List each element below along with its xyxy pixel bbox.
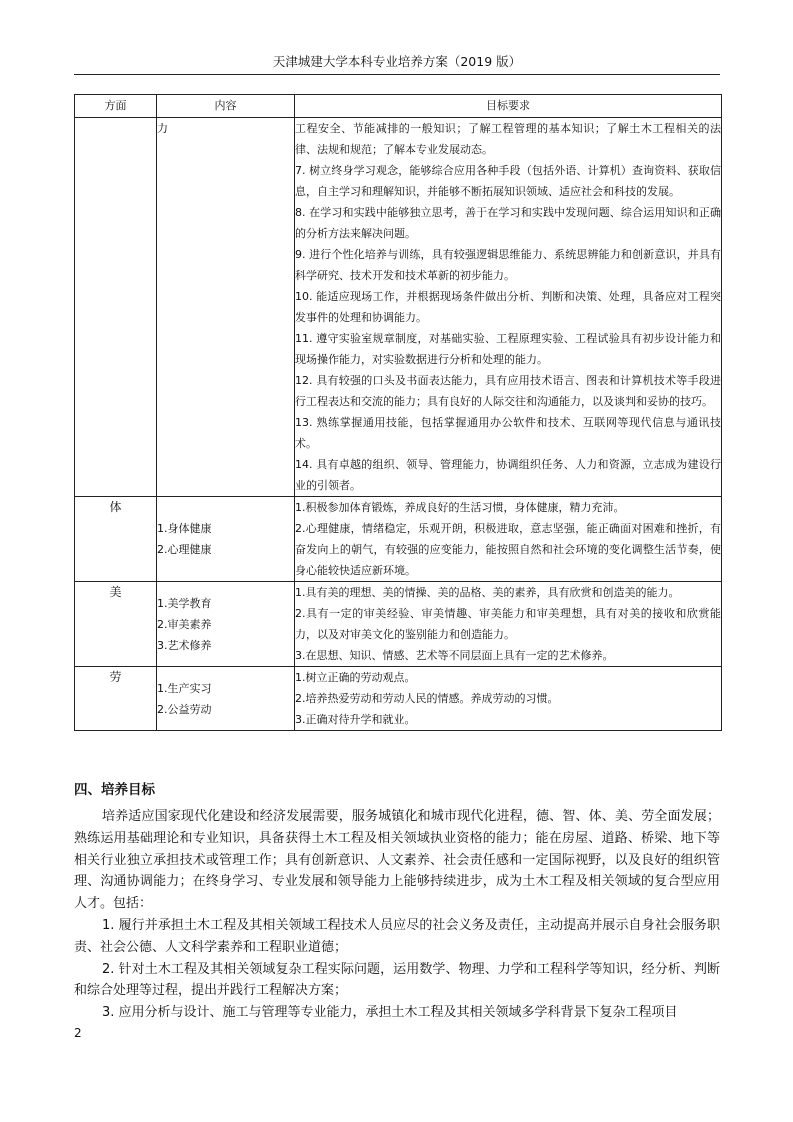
content-cell <box>157 497 295 582</box>
body-paragraph: 1. 履行并承担土木工程及其相关领域工程技术人员应尽的社会义务及责任，主动提高并展示自身社会服务职责、社会公德、人文科学素养和工程职业道德； <box>74 917 720 955</box>
requirement-item: 14. 具有卓越的组织、领导、管理能力，协调组织任务、人力和资源，立志成为建设行业的引领者。 <box>295 458 721 492</box>
requirements-cell <box>295 582 722 667</box>
table-row-aesthetic <box>75 582 722 667</box>
requirement-item: 10. 能适应现场工作，并根据现场条件做出分析、判断和决策、处理，具备应对工程突发事件的处理和协调能力。 <box>295 290 721 324</box>
content-item: 2.公益劳动 <box>157 702 212 716</box>
content-item: 2.心理健康 <box>157 543 212 556</box>
table-header-row <box>75 95 722 118</box>
requirement-item: 13. 熟练掌握通用技能，包括掌握通用办公软件和技术、互联网等现代信息与通讯技术。 <box>295 416 721 450</box>
requirement-item: 12. 具有较强的口头及书面表达能力，具有应用技术语言、图表和计算机技术等手段进行工程表达和交流的能力；具有良好的人际交往和沟通能力，以及谈判和妥协的技巧。 <box>295 374 721 408</box>
body-paragraph: 培养适应国家现代化建设和经济发展需要，服务城镇化和城市现代化进程，德、智、体、美、劳全面发展；熟练运用基础理论和专业知识，具备获得土木工程及相关领域执业资格的能力；能在房屋、道路、桥梁、地下等相关行业独立承担技术或管理工作；具有创新意识、人文素养、社会责任感和一定国际视野，以及良好的组织管理、沟通协调能力；在终身学习、专业发展和领导能力上能够持续进步，成为土木工程及相关领域的复合型应用人才。包括： <box>74 809 720 912</box>
requirement-item: 3.在思想、知识、情感、艺术等不同层面上具有一定的艺术修养。 <box>295 649 614 662</box>
requirement-item: 11. 遵守实验室规章制度，对基础实验、工程原理实验、工程试验具有初步设计能力和现场操作能力，对实验数据进行分析和处理的能力。 <box>295 332 721 366</box>
aspect-cell <box>75 118 157 497</box>
requirement-item: 2.具有一定的审美经验、审美情趣、审美能力和审美理想，具有对美的接收和欣赏能力，以及对审美文化的鉴别能力和创造能力。 <box>295 607 721 641</box>
section-body <box>74 806 720 1024</box>
table-row-physical <box>75 497 722 582</box>
aspect-cell: 体 <box>75 497 157 582</box>
header-rule <box>74 74 720 75</box>
requirement-item: 1.积极参加体育锻炼，养成良好的生活习惯，身体健康，精力充沛。 <box>295 501 625 514</box>
content-item: 1.生产实习 <box>157 681 212 695</box>
body-paragraph: 2. 针对土木工程及其相关领域复杂工程实际问题，运用数学、物理、力学和工程科学等知识，经分析、判断和综合处理等过程，提出并践行工程解决方案； <box>74 961 720 999</box>
content-cell <box>157 667 295 731</box>
content-item: 1.身体健康 <box>157 522 212 535</box>
table-row-labor <box>75 667 722 731</box>
page-number: 2 <box>74 1026 82 1040</box>
content-cell <box>157 582 295 667</box>
requirements-cell <box>295 497 722 582</box>
requirement-item: 9. 进行个性化培养与训练，具有较强逻辑思维能力、系统思辨能力和创新意识，并具有科学研究、技术开发和技术革新的初步能力。 <box>295 248 721 282</box>
body-paragraph: 3. 应用分析与设计、施工与管理等专业能力，承担土木工程及其相关领域多学科背景下复杂工程项目 <box>102 1005 678 1021</box>
requirement-item: 2.培养热爱劳动和劳动人民的情感。养成劳动的习惯。 <box>295 692 559 705</box>
goals-table <box>74 94 722 731</box>
content-item: 力 <box>157 122 168 135</box>
column-header-requirements: 目标要求 <box>295 95 722 118</box>
running-header: 天津城建大学本科专业培养方案（2019 版） <box>272 54 522 69</box>
requirements-cell <box>295 118 722 497</box>
requirement-item: 1.具有美的理想、美的情操、美的品格、美的素养，具有欣赏和创造美的能力。 <box>295 586 680 599</box>
requirement-item: 工程安全、节能减排的一般知识；了解工程管理的基本知识；了解土木工程相关的法律、法规和规范；了解本专业发展动态。 <box>295 122 721 156</box>
requirement-item: 3.正确对待升学和就业。 <box>295 713 416 726</box>
column-header-aspect: 方面 <box>75 95 157 118</box>
requirement-item: 8. 在学习和实践中能够独立思考，善于在学习和实践中发现问题、综合运用知识和正确的分析方法来解决问题。 <box>295 206 721 240</box>
requirement-item: 1.树立正确的劳动观点。 <box>295 671 416 684</box>
aspect-cell: 美 <box>75 582 157 667</box>
aspect-cell: 劳 <box>75 667 157 731</box>
content-item: 1.美学教育 <box>157 596 212 610</box>
content-item: 2.审美素养 <box>157 617 212 631</box>
content-cell <box>157 118 295 497</box>
requirement-item: 7. 树立终身学习观念，能够综合应用各种手段（包括外语、计算机）查询资料、获取信息，自主学习和理解知识，并能够不断拓展知识领域、适应社会和科技的发展。 <box>295 164 721 198</box>
section-heading: 四、培养目标 <box>74 782 155 798</box>
requirements-cell <box>295 667 722 731</box>
table-row-ability <box>75 118 722 497</box>
content-item: 3.艺术修养 <box>157 638 212 652</box>
column-header-content: 内容 <box>157 95 295 118</box>
requirement-item: 2.心理健康，情绪稳定，乐观开朗，积极进取，意志坚强，能正确面对困难和挫折，有奋发向上的朝气，有较强的应变能力，能按照自然和社会环境的变化调整生活节奏，使身心能较快适应新环境。 <box>295 522 721 577</box>
